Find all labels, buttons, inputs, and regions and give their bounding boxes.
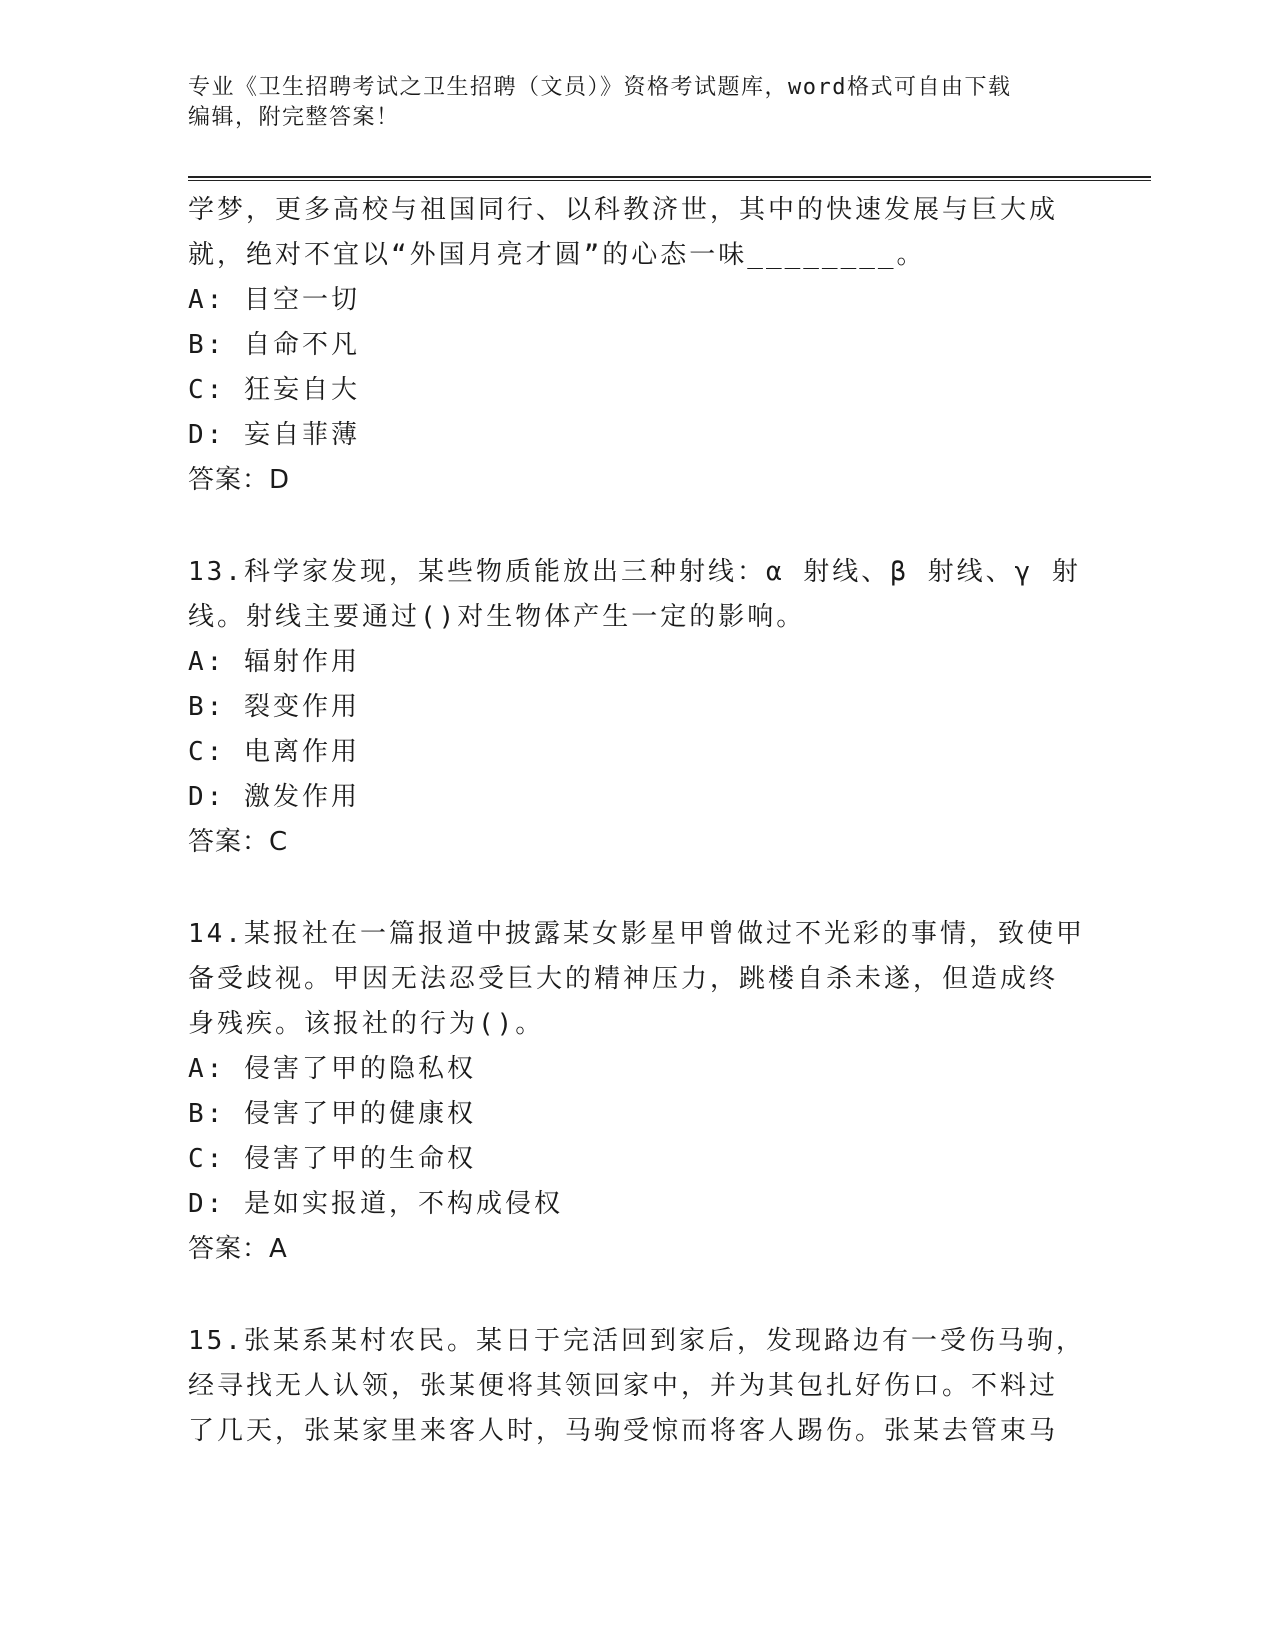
question-stem: 学梦，更多高校与祖国同行、以科教济世，其中的快速发展与巨大成 bbox=[188, 195, 1059, 225]
option-a: A: 目空一切 bbox=[188, 285, 360, 315]
option-c: C: 电离作用 bbox=[188, 737, 360, 767]
question-stem: 15.张某系某村农民。某日于完活回到家后，发现路边有一受伤马驹， bbox=[188, 1326, 1085, 1356]
option-d: D: 激发作用 bbox=[188, 782, 360, 812]
option-b: B: 侵害了甲的健康权 bbox=[188, 1099, 476, 1129]
answer-label: 答案：A bbox=[188, 1234, 288, 1264]
question-stem: 备受歧视。甲因无法忍受巨大的精神压力，跳楼自杀未遂，但造成终 bbox=[188, 964, 1059, 994]
option-a: A: 辐射作用 bbox=[188, 647, 360, 677]
answer-label: 答案：D bbox=[188, 465, 291, 495]
question-12 bbox=[188, 188, 1078, 503]
option-c: C: 侵害了甲的生命权 bbox=[188, 1144, 476, 1174]
document-header bbox=[188, 73, 1068, 133]
spacer bbox=[188, 1272, 1078, 1319]
option-b: B: 自命不凡 bbox=[188, 330, 360, 360]
question-15 bbox=[188, 1319, 1085, 1454]
header-divider bbox=[188, 176, 1151, 181]
option-b: B: 裂变作用 bbox=[188, 692, 360, 722]
header-line-1: 专业《卫生招聘考试之卫生招聘（文员）》资格考试题库，word格式可自由下载 bbox=[188, 75, 1012, 100]
question-14 bbox=[188, 912, 1085, 1272]
question-stem: 14.某报社在一篇报道中披露某女影星甲曾做过不光彩的事情，致使甲 bbox=[188, 919, 1085, 949]
option-d: D: 是如实报道，不构成侵权 bbox=[188, 1189, 563, 1219]
question-stem: 身残疾。该报社的行为()。 bbox=[188, 1009, 545, 1039]
answer-label: 答案：C bbox=[188, 827, 289, 857]
header-line-2: 编辑，附完整答案！ bbox=[188, 105, 400, 130]
question-stem: 线。射线主要通过()对生物体产生一定的影响。 bbox=[188, 602, 806, 632]
spacer bbox=[188, 865, 1078, 912]
question-list bbox=[188, 188, 1085, 1454]
option-d: D: 妄自菲薄 bbox=[188, 420, 360, 450]
question-stem: 了几天，张某家里来客人时，马驹受惊而将客人踢伤。张某去管束马 bbox=[188, 1416, 1059, 1446]
spacer bbox=[188, 503, 1078, 550]
question-13 bbox=[188, 550, 1081, 865]
option-a: A: 侵害了甲的隐私权 bbox=[188, 1054, 476, 1084]
question-stem: 13.科学家发现，某些物质能放出三种射线：α 射线、β 射线、γ 射 bbox=[188, 557, 1081, 587]
question-stem: 经寻找无人认领，张某便将其领回家中，并为其包扎好伤口。不料过 bbox=[188, 1371, 1059, 1401]
option-c: C: 狂妄自大 bbox=[188, 375, 360, 405]
question-stem: 就，绝对不宜以“外国月亮才圆”的心态一味________。 bbox=[188, 240, 926, 270]
